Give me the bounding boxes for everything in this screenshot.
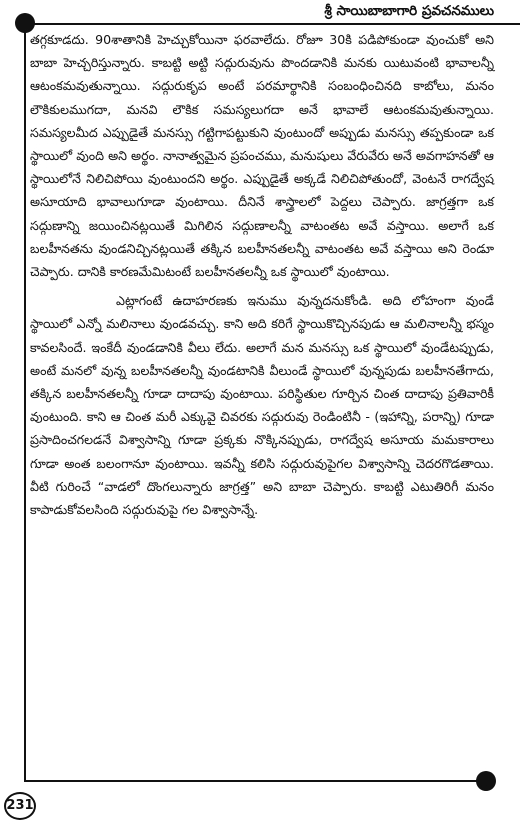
paragraph-2: ఎట్లాగంటే ఉదాహరణకు ఇనుము వున్నదనుకోండి. అది లోహంగా వుండే స్థాయిలో ఎన్నో మలినాలు వుండవచ్చు. కాని అది కరిగే స్థాయికొచ్చినపుడు ఆ మలినాలన్నీ భస్మం కావలసిందే. ఇంకేదీ వుండడానికి వీలు లేదు. అలాగే మన మనస్సు ఒక స్థాయిలో వుండేటప్పుడు, అంటే మనలో వున్న బలహీనతలన్నీ వుండటానికి వీలుండే స్థాయిలో వున్నపుడు బలహీనతేగాదు, తక్కిన బలహీనతలన్నీ గూడా దాదాపు వుంటాయి. పరిస్థితుల గూర్చిన చింత దాదాపు ప్రతివారికీ వుంటుంది. కాని ఆ చింత మరీ ఎక్కువై చివరకు సద్గురువు రెండింటినీ - (ఇహాన్ని, పరాన్ని) గూడా ప్రసాదించగలడనే విశ్వాసాన్ని గూడా ప్రక్కకు నొక్కినప్పుడు, రాగద్వేష అసూయ మమకారాలు గూడా అంత బలంగానూ వుంటాయి. ఇవన్నీ కలిసి సద్గురువుపైగల విశ్వాసాన్ని చెదరగొడతాయి. వీటి గురించే “వాడలో దొంగలున్నారు జాగ్రత్త” అని బాబా చెప్పారు. కాబట్టి ఎటుతిరిగీ మనం కాపాడుకోవలసింది సద్గురువుపై గల విశ్వాసాన్నే. xyxy=(30,293,494,518)
left-margin-rule xyxy=(24,24,26,782)
footer-bullet-dot xyxy=(476,771,496,791)
running-header-title: శ్రీ సాయిబాబాగారి ప్రవచనములు xyxy=(324,3,494,19)
paragraph-1: తగ్గకూడదు. 90శాతానికి హెచ్చుకోయినా ఫరవాలేదు. రోజూ 30కి పడిపోకుండా వుంచుకో అని బాబా హెచ్చరిస్తున్నారు. కాబట్టి అట్టి సద్గురువును పొందడానికి మనకు యిటువంటి భావాలన్నీ ఆటంకమవుతున్నాయి. సద్గురుకృప అంటే పరమార్థానికి సంబంధించినది కాబోలు, మనం లౌకికులముగదా, మనవి లౌకిక సమస్యలుగదా అనే భావాలే ఆటంకమవుతున్నాయి. సమస్యలమీద ఎప్పుడైతే మనస్సు గట్టిగాపట్టుకుని వుంటుందో అప్పుడు మనస్సు తప్పకుండా ఒక స్థాయిలో వుంది అని అర్థం. నానాత్వమైన ప్రపంచము, మనుషులు వేరువేరు అనే అవగాహనతో ఆ స్థాయిలోనే నిలిచిపోయి వుంటుందని అర్థం. ఎప్పుడైతే అక్కడే నిలిచిపోతుందో, వెంటనే రాగద్వేష అసూయాది భావాలుగూడా వుంటాయి. దీనినే శాస్త్రాలలో పెద్దలు చెప్పారు. జాగ్రత్తగా ఒక సద్గుణాన్ని జయించినట్లయితే మిగిలిన సద్గుణాలన్నీ వాటంతట అవే వస్తాయి. అలాగే ఒక బలహీనతను వుండనిచ్చినట్లయితే తక్కిన బలహీనతలన్నీ వాటంతట అవే వస్తాయి అని రెండూ చెప్పారు. దానికి కారణమేమిటంటే బలహీనతలన్నీ ఒక స్థాయిలో వుంటాయి. xyxy=(30,32,494,280)
page-body xyxy=(30,28,494,521)
footer-rule xyxy=(24,780,486,782)
page-number: 231 xyxy=(4,792,36,820)
header-rule xyxy=(24,23,520,25)
